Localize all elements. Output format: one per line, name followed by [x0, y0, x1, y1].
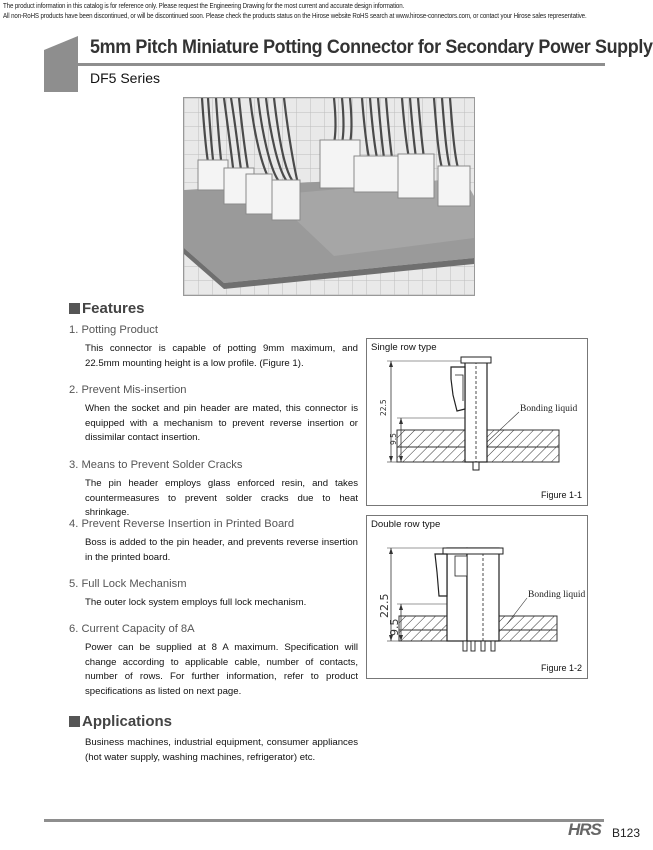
footer-rule	[44, 819, 604, 822]
double-row-drawing	[367, 516, 587, 678]
bonding-liquid-label: Bonding liquid	[520, 404, 578, 414]
notice-line-1: The product information in this catalog is for reference only. Please request the Engineering Drawing for the most current and accurate design information.	[3, 1, 405, 10]
square-bullet-icon	[69, 716, 80, 727]
series-name: DF5 Series	[90, 70, 161, 86]
feature-text-6: Power can be supplied at 8 A maximum. Specification will change according to applicable cable, number of contacts, number of rows. For further information, refer to product specifications as listed on next page.	[85, 642, 358, 697]
dim-total-label: 22.5	[379, 399, 388, 416]
figure-caption: Figure 1-1	[540, 490, 582, 500]
feature-text-1: This connector is capable of potting 9mm maximum, and 22.5mm mounting height is a low profile. (Figure 1).	[85, 343, 358, 369]
product-photo-illustration	[184, 98, 474, 295]
catalog-notice	[3, 1, 653, 20]
feature-title-1: 1. Potting Product	[69, 324, 158, 336]
dim-potting-label: 9.5	[388, 618, 401, 636]
feature-text-5: The outer lock system employs full lock mechanism.	[85, 597, 307, 608]
feature-title-6: 6. Current Capacity of 8A	[69, 623, 195, 635]
dim-total-label: 22.5	[378, 593, 391, 618]
figure-label: Single row type	[371, 342, 437, 353]
feature-text-4: Boss is added to the pin header, and prevents reverse insertion in the printed board.	[85, 537, 358, 563]
figure-single-row	[366, 338, 588, 506]
square-bullet-icon	[69, 303, 80, 314]
figure-double-row	[366, 515, 588, 679]
applications-text: Business machines, industrial equipment, consumer appliances (hot water supply, washing machines, refrigerator) etc.	[85, 737, 358, 763]
feature-title-3: 3. Means to Prevent Solder Cracks	[69, 459, 243, 471]
feature-title-5: 5. Full Lock Mechanism	[69, 578, 187, 590]
page-title: 5mm Pitch Miniature Potting Connector for Secondary Power Supply	[90, 36, 653, 58]
notice-line-2: All non-RoHS products have been discontinued, or will be discontinued soon. Please check the products status on the Hirose website RoHS search at www.hirose-connectors.com, or contact your Hirose sales representative.	[3, 10, 587, 20]
single-row-drawing	[367, 339, 587, 505]
title-underline	[78, 63, 605, 66]
features-heading: Features	[69, 300, 145, 317]
title-tab-decoration	[44, 36, 78, 92]
feature-text-2: When the socket and pin header are mated, this connector is equipped with a mechanism to prevent reverse insertion or dissimilar contact insertion.	[85, 403, 358, 444]
hrs-logo: HRS	[568, 820, 601, 839]
page-number: B123	[612, 826, 641, 840]
feature-title-2: 2. Prevent Mis-insertion	[69, 384, 187, 396]
figure-caption: Figure 1-2	[540, 663, 582, 673]
dim-potting-label: 9.5	[389, 433, 398, 445]
feature-title-4: 4. Prevent Reverse Insertion in Printed Board	[69, 518, 295, 530]
product-photo	[183, 97, 475, 296]
applications-heading: Applications	[69, 713, 172, 730]
bonding-liquid-label: Bonding liquid	[528, 590, 586, 600]
figure-label: Double row type	[371, 519, 441, 530]
feature-text-3: The pin header employs glass enforced resin, and takes countermeasures to prevent solder cracks due to heat shrinkage.	[85, 478, 358, 519]
